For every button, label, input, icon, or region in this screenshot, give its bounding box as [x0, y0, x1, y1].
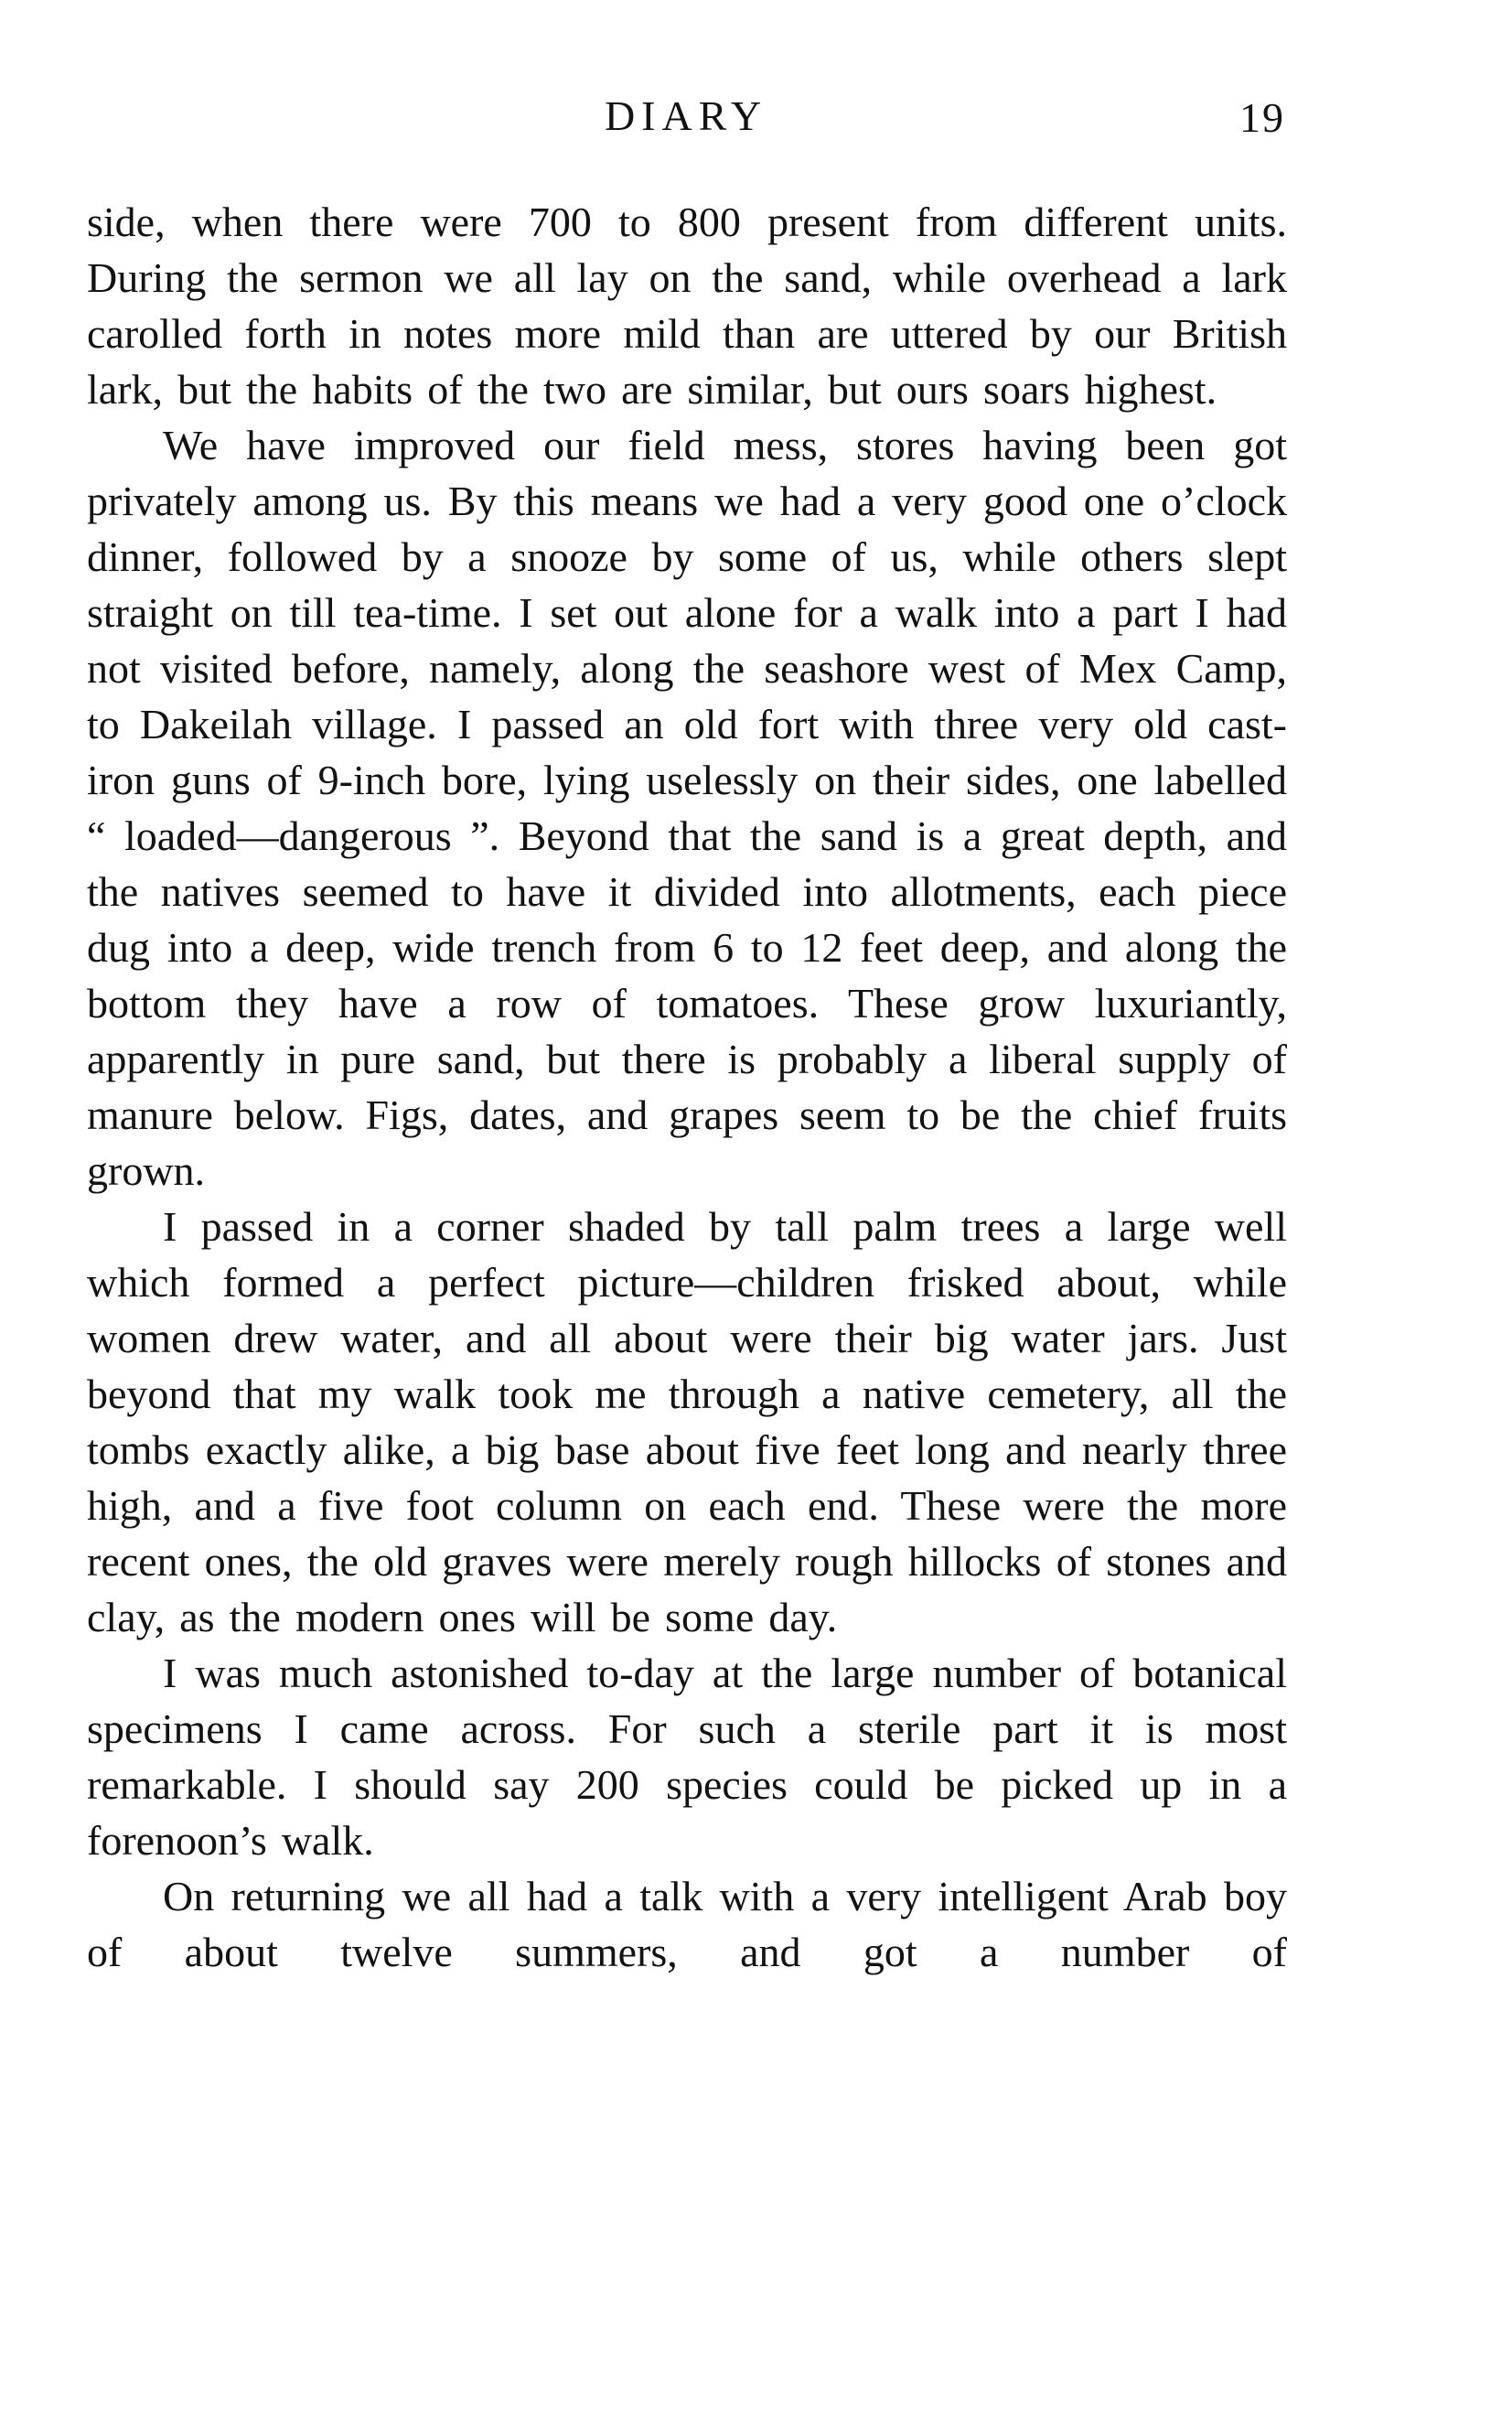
paragraph: I was much astonished to-day at the large number of botanical specimens I came across. For such a sterile part it is most remarkable. I should say 200 species could be picked up in a forenoon’s walk.: [87, 1650, 1287, 1864]
running-head: [87, 91, 1285, 150]
paragraph: On returning we all had a talk with a very intelligent Arab boy of about twelve summers, and got a number of: [87, 1873, 1287, 1975]
paragraph: side, when there were 700 to 800 present from different units. During the sermon we all lay on the sand, while overhead a lark carolled forth in notes more mild than are uttered by our British lark, but the habits of the two are similar, but ours soars highest.: [87, 199, 1287, 413]
paragraph: We have improved our field mess, stores having been got privately among us. By this means we had a very good one o’clock dinner, followed by a snooze by some of us, while others slept straight on till tea-time. I set out alone for a walk into a part I had not visited before, namely, along the seashore west of Mex Camp, to Dakeilah village. I passed an old fort with three very old cast-iron guns of 9-inch bore, lying uselessly on their sides, one labelled “ loaded—dangerous ”. Beyond that the sand is a great depth, and the natives seemed to have it divided into allotments, each piece dug into a deep, wide trench from 6 to 12 feet deep, and along the bottom they have a row of tomatoes. These grow luxuriantly, apparently in pure sand, but there is probably a liberal supply of manure below. Figs, dates, and grapes seem to be the chief fruits grown.: [87, 422, 1287, 1194]
page-number: 19: [1239, 94, 1285, 141]
paragraph: I passed in a corner shaded by tall palm trees a large well which formed a perfect picture—children frisked about, while women drew water, and all about were their big water jars. Just beyond that my walk took me through a native cemetery, all the tombs exactly alike, a big base about five feet long and nearly three high, and a five foot column on each end. These were the more recent ones, the old graves were merely rough hillocks of stones and clay, as the modern ones will be some day.: [87, 1203, 1287, 1640]
page-title: DIARY: [604, 92, 768, 139]
body-text: [87, 194, 1287, 1980]
